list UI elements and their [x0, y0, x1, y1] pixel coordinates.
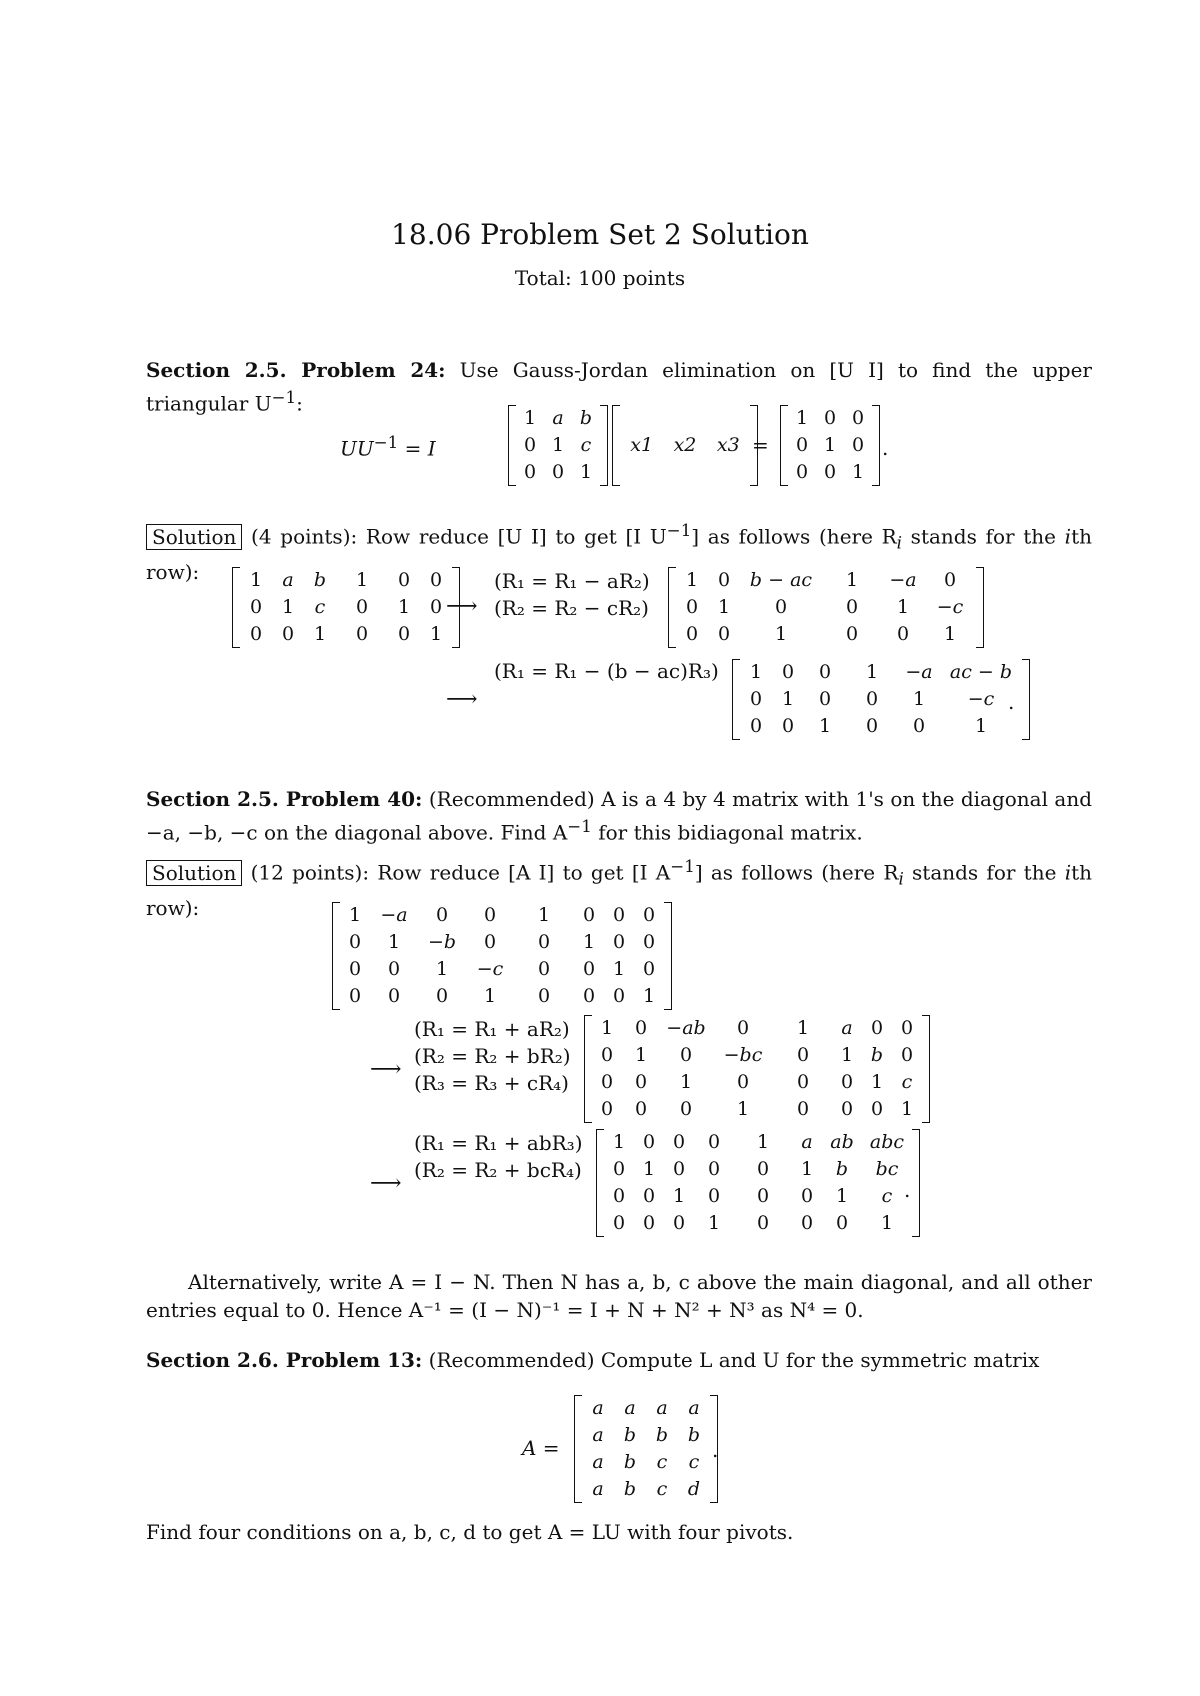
matrix-cell: 0	[796, 1098, 810, 1120]
matrix-cell: 1	[612, 1131, 626, 1153]
matrix-cell: a	[592, 1451, 604, 1473]
matrix-cell: 0	[355, 623, 369, 645]
subscript: i	[898, 869, 904, 889]
matrix-cell: 0	[387, 985, 401, 1007]
matrix-cell: 0	[634, 1098, 648, 1120]
matrix-cell: b	[835, 1158, 849, 1180]
matrix-cell: 0	[582, 958, 596, 980]
period: .	[882, 436, 889, 460]
matrix-cell: 0	[835, 1212, 849, 1234]
row-op-label: (R₁ = R₁ − (b − ac)R₃)	[494, 659, 719, 683]
matrix-cell: 1	[387, 931, 401, 953]
matrix-cell: 0	[900, 1044, 914, 1066]
matrix-cell: 0	[800, 1212, 814, 1234]
matrix-cell: 1	[634, 1044, 648, 1066]
matrix-cell: 0	[865, 688, 879, 710]
matrix-cell: 0	[348, 958, 362, 980]
matrix-cell: 0	[348, 931, 362, 953]
matrix-cell: −c	[476, 958, 504, 980]
matrix-cell: b	[579, 407, 593, 429]
matrix-cell: b	[870, 1044, 884, 1066]
matrix-cell: −b	[427, 931, 457, 953]
matrix-cell: 0	[612, 931, 626, 953]
matrix-cell: 1	[717, 596, 731, 618]
matrix-cell: 0	[397, 623, 411, 645]
matrix-cell: 1	[880, 1212, 894, 1234]
matrix-cell: 0	[707, 1131, 721, 1153]
matrix-cell: 0	[756, 1212, 770, 1234]
matrix-cell: 1	[795, 407, 809, 429]
matrix-cell: 0	[851, 434, 865, 456]
problem-13-footer: Find four conditions on a, b, c, d to get A = LU with four pivots.	[146, 1520, 794, 1544]
matrix-cell: 0	[672, 1158, 686, 1180]
matrix-cell: ab	[830, 1131, 854, 1153]
problem-40-solution-text: Solution (12 points): Row reduce [A I] to get [I $A^{-1}$] as follows (here $R_i$ stands for the ith row):	[146, 857, 1093, 920]
arrow-step-1: ⟶	[446, 594, 478, 619]
matrix-cell: 1	[870, 1071, 884, 1093]
matrix-cell: 1	[974, 715, 988, 737]
matrix-cell: −a	[905, 661, 933, 683]
matrix-cell: −a	[380, 904, 408, 926]
matrix-cell: 0	[387, 958, 401, 980]
matrix-cell: b	[623, 1424, 637, 1446]
matrix-cell: 0	[717, 569, 731, 591]
matrix-cell: 0	[249, 623, 263, 645]
matrix-cell: 0	[397, 569, 411, 591]
superscript: −1	[271, 388, 297, 407]
matrix-cell: 0	[736, 1071, 750, 1093]
matrix-cell: 0	[851, 407, 865, 429]
equals-sign: =	[752, 433, 769, 457]
matrix-cell: 0	[435, 904, 449, 926]
matrix-x	[612, 405, 758, 486]
matrix-cell: 0	[795, 461, 809, 483]
matrix-cell: b	[313, 569, 327, 591]
matrix-cell: 1	[736, 1098, 750, 1120]
matrix-cell: 0	[840, 1098, 854, 1120]
matrix-cell: b	[623, 1451, 637, 1473]
period: .	[1008, 690, 1015, 714]
matrix-cell: 1	[642, 1158, 656, 1180]
matrix-cell: a	[656, 1397, 668, 1419]
page-subtitle: Total: 100 points	[514, 266, 686, 290]
matrix-cell: 1	[249, 569, 263, 591]
matrix-cell: 0	[943, 569, 957, 591]
matrix-cell: c	[580, 434, 592, 456]
matrix-cell: 0	[900, 1017, 914, 1039]
matrix-cell: −ab	[666, 1017, 706, 1039]
matrix-cell: 1	[851, 461, 865, 483]
problem-40-text: (Recommended) A is a 4 by 4 matrix with 1's on the diagonal and −a, −b, −c on the diagonal above. Find A	[146, 787, 1093, 845]
problem-40-heading: Section 2.5. Problem 40:	[146, 787, 423, 811]
matrix-cell: a	[801, 1131, 813, 1153]
matrix-cell: 0	[249, 596, 263, 618]
matrix-cell: 1	[749, 661, 763, 683]
matrix-cell: x3	[716, 434, 740, 456]
matrix-cell: −a	[889, 569, 917, 591]
matrix-cell: c	[314, 596, 326, 618]
period: .	[904, 1178, 911, 1202]
matrix-cell: 0	[796, 1071, 810, 1093]
matrix-cell: 1	[823, 434, 837, 456]
matrix-cell: 1	[579, 461, 593, 483]
matrix-cell: 0	[800, 1185, 814, 1207]
matrix-cell: 0	[537, 958, 551, 980]
matrix-cell: 1	[523, 407, 537, 429]
matrix-cell: 1	[896, 596, 910, 618]
matrix-cell: 0	[845, 623, 859, 645]
matrix-cell: 0	[600, 1044, 614, 1066]
matrix-step-2	[732, 659, 1030, 740]
matrix-cell: 0	[642, 1131, 656, 1153]
matrix-cell: 0	[840, 1071, 854, 1093]
matrix-cell: 0	[642, 1212, 656, 1234]
matrix-cell: 0	[523, 434, 537, 456]
matrix-cell: 0	[679, 1044, 693, 1066]
matrix-cell: 0	[823, 407, 837, 429]
matrix-cell: 1	[818, 715, 832, 737]
problem-40-statement	[146, 785, 1092, 847]
matrix-a-i	[332, 902, 672, 1010]
matrix-cell: 1	[679, 1071, 693, 1093]
problem-13-statement	[146, 1346, 1092, 1374]
problem-24-heading: Section 2.5. Problem 24:	[146, 358, 446, 382]
matrix-cell: 0	[781, 661, 795, 683]
matrix-cell: 0	[707, 1158, 721, 1180]
matrix-cell: d	[687, 1478, 701, 1500]
superscript: −1	[666, 521, 692, 540]
matrix-cell: 0	[582, 985, 596, 1007]
matrix-cell: 0	[612, 985, 626, 1007]
matrix-cell: −c	[967, 688, 995, 710]
matrix-cell: 1	[845, 569, 859, 591]
matrix-cell: 1	[774, 623, 788, 645]
matrix-cell: 0	[679, 1098, 693, 1120]
matrix-cell: 1	[707, 1212, 721, 1234]
matrix-cell: 1	[281, 596, 295, 618]
row-op-label: (R₁ = R₁ + aR₂)	[414, 1017, 570, 1041]
equation-lhs: $UU^{-1} = I$	[340, 433, 436, 461]
matrix-cell: −bc	[723, 1044, 763, 1066]
matrix-cell: 0	[483, 931, 497, 953]
matrix-cell: 0	[642, 931, 656, 953]
matrix-cell: 0	[845, 596, 859, 618]
matrix-cell: 1	[781, 688, 795, 710]
page-title: 18.06 Problem Set 2 Solution	[391, 218, 809, 251]
matrix-cell: bc	[875, 1158, 899, 1180]
solution-label: Solution	[146, 860, 242, 886]
matrix-cell: 1	[672, 1185, 686, 1207]
matrix-cell: 0	[865, 715, 879, 737]
matrix-cell: 1	[348, 904, 362, 926]
matrix-cell: 0	[642, 904, 656, 926]
matrix-cell: 0	[483, 904, 497, 926]
row-op-label: (R₁ = R₁ + abR₃)	[414, 1131, 583, 1155]
matrix-symmetric-a	[574, 1395, 718, 1503]
solution-label: Solution	[146, 524, 242, 550]
arrow-step-2: ⟶	[370, 1171, 402, 1196]
matrix-cell: 0	[435, 985, 449, 1007]
matrix-cell: 1	[943, 623, 957, 645]
matrix-cell: 1	[800, 1158, 814, 1180]
matrix-identity	[780, 405, 880, 486]
matrix-cell: b	[687, 1424, 701, 1446]
matrix-cell: 0	[781, 715, 795, 737]
matrix-cell: 1	[429, 623, 443, 645]
matrix-cell: c	[656, 1478, 668, 1500]
matrix-cell: 0	[642, 1185, 656, 1207]
equation-lhs: A =	[522, 1436, 560, 1460]
problem-40-text-end: for this bidiagonal matrix.	[591, 820, 863, 845]
matrix-cell: 1	[600, 1017, 614, 1039]
matrix-cell: 1	[435, 958, 449, 980]
row-op-label: (R₂ = R₂ − cR₂)	[494, 596, 649, 620]
matrix-cell: 1	[355, 569, 369, 591]
period: .	[712, 1438, 719, 1462]
matrix-cell: 0	[582, 904, 596, 926]
arrow-step-1: ⟶	[370, 1057, 402, 1082]
problem-24-solution-text: Solution (4 points): Row reduce [U I] to get [I $U^{-1}$] as follows (here $R_i$ stands for the ith row):	[146, 521, 1092, 584]
matrix-cell: 1	[835, 1185, 849, 1207]
matrix-cell: 0	[823, 461, 837, 483]
matrix-cell: a	[592, 1424, 604, 1446]
matrix-cell: 0	[870, 1098, 884, 1120]
matrix-cell: 0	[537, 985, 551, 1007]
subscript: i	[896, 533, 902, 553]
problem-24-text-end: :	[296, 391, 303, 416]
matrix-cell: x2	[673, 434, 697, 456]
superscript: −1	[567, 817, 592, 836]
matrix-cell: a	[282, 569, 294, 591]
matrix-cell: 1	[840, 1044, 854, 1066]
row-op-label: (R₃ = R₃ + cR₄)	[414, 1071, 569, 1095]
row-op-label: (R₁ = R₁ − aR₂)	[494, 569, 650, 593]
matrix-cell: 1	[582, 931, 596, 953]
matrix-cell: x1	[630, 434, 654, 456]
matrix-cell: b	[623, 1478, 637, 1500]
matrix-cell: 0	[774, 596, 788, 618]
matrix-cell: 0	[736, 1017, 750, 1039]
matrix-cell: 0	[672, 1131, 686, 1153]
matrix-cell: b	[655, 1424, 669, 1446]
matrix-cell: 1	[483, 985, 497, 1007]
matrix-cell: 0	[756, 1185, 770, 1207]
matrix-step-2	[596, 1129, 920, 1237]
matrix-cell: 0	[749, 688, 763, 710]
matrix-cell: 1	[642, 985, 656, 1007]
matrix-cell: 0	[355, 596, 369, 618]
matrix-cell: 0	[912, 715, 926, 737]
matrix-cell: 0	[600, 1071, 614, 1093]
matrix-cell: 0	[756, 1158, 770, 1180]
matrix-cell: 0	[717, 623, 731, 645]
matrix-u-i	[232, 567, 460, 648]
matrix-cell: 0	[818, 688, 832, 710]
matrix-cell: 1	[865, 661, 879, 683]
matrix-cell: 1	[612, 958, 626, 980]
matrix-cell: c	[688, 1451, 700, 1473]
matrix-cell: 0	[600, 1098, 614, 1120]
matrix-cell: 0	[707, 1185, 721, 1207]
matrix-cell: a	[688, 1397, 700, 1419]
matrix-cell: 0	[348, 985, 362, 1007]
matrix-cell: abc	[869, 1131, 905, 1153]
matrix-cell: 1	[551, 434, 565, 456]
matrix-cell: 1	[313, 623, 327, 645]
matrix-u	[508, 405, 608, 486]
matrix-cell: a	[592, 1397, 604, 1419]
matrix-cell: 0	[795, 434, 809, 456]
matrix-cell: 0	[429, 596, 443, 618]
superscript: −1	[670, 857, 695, 876]
problem-40-alternative: Alternatively, write A = I − N. Then N has a, b, c above the main diagonal, and all other entries equal to 0. Hence A⁻¹ = (I − N)⁻¹ = I + N + N² + N³ as N⁴ = 0.	[146, 1270, 1092, 1322]
matrix-step-1	[584, 1015, 930, 1123]
matrix-cell: 0	[685, 596, 699, 618]
matrix-cell: a	[624, 1397, 636, 1419]
matrix-cell: 0	[642, 958, 656, 980]
matrix-cell: ac − b	[949, 661, 1013, 683]
matrix-cell: 0	[749, 715, 763, 737]
matrix-cell: c	[656, 1451, 668, 1473]
matrix-cell: 0	[896, 623, 910, 645]
matrix-cell: 1	[796, 1017, 810, 1039]
matrix-cell: 0	[612, 1212, 626, 1234]
row-op-label: (R₂ = R₂ + bcR₄)	[414, 1158, 582, 1182]
matrix-cell: 1	[756, 1131, 770, 1153]
matrix-cell: 0	[870, 1017, 884, 1039]
matrix-cell: 1	[685, 569, 699, 591]
problem-13-text: (Recommended) Compute L and U for the symmetric matrix	[422, 1348, 1040, 1372]
matrix-cell: 1	[537, 904, 551, 926]
matrix-cell: 1	[900, 1098, 914, 1120]
matrix-cell: 0	[634, 1071, 648, 1093]
matrix-cell: a	[592, 1478, 604, 1500]
matrix-cell: 0	[429, 569, 443, 591]
superscript: −1	[373, 433, 399, 452]
arrow-step-2: ⟶	[446, 687, 478, 712]
matrix-cell: 1	[397, 596, 411, 618]
matrix-cell: a	[552, 407, 564, 429]
matrix-cell: 0	[612, 1158, 626, 1180]
matrix-cell: 0	[551, 461, 565, 483]
matrix-cell: a	[841, 1017, 853, 1039]
matrix-cell: −c	[936, 596, 964, 618]
matrix-step-1	[668, 567, 984, 648]
matrix-cell: 0	[281, 623, 295, 645]
row-op-label: (R₂ = R₂ + bR₂)	[414, 1044, 571, 1068]
matrix-cell: b − ac	[749, 569, 813, 591]
matrix-cell: 0	[818, 661, 832, 683]
problem-24-text: Use Gauss-Jordan elimination on [U I] to find the upper triangular U	[146, 358, 1092, 416]
problem-13-heading: Section 2.6. Problem 13:	[146, 1348, 423, 1372]
matrix-cell: 0	[612, 1185, 626, 1207]
matrix-cell: c	[881, 1185, 893, 1207]
matrix-cell: 0	[537, 931, 551, 953]
matrix-cell: 0	[685, 623, 699, 645]
matrix-cell: 0	[796, 1044, 810, 1066]
matrix-cell: 0	[612, 904, 626, 926]
matrix-cell: c	[901, 1071, 913, 1093]
matrix-cell: 1	[912, 688, 926, 710]
matrix-cell: 0	[634, 1017, 648, 1039]
matrix-cell: 0	[672, 1212, 686, 1234]
matrix-cell: 0	[523, 461, 537, 483]
